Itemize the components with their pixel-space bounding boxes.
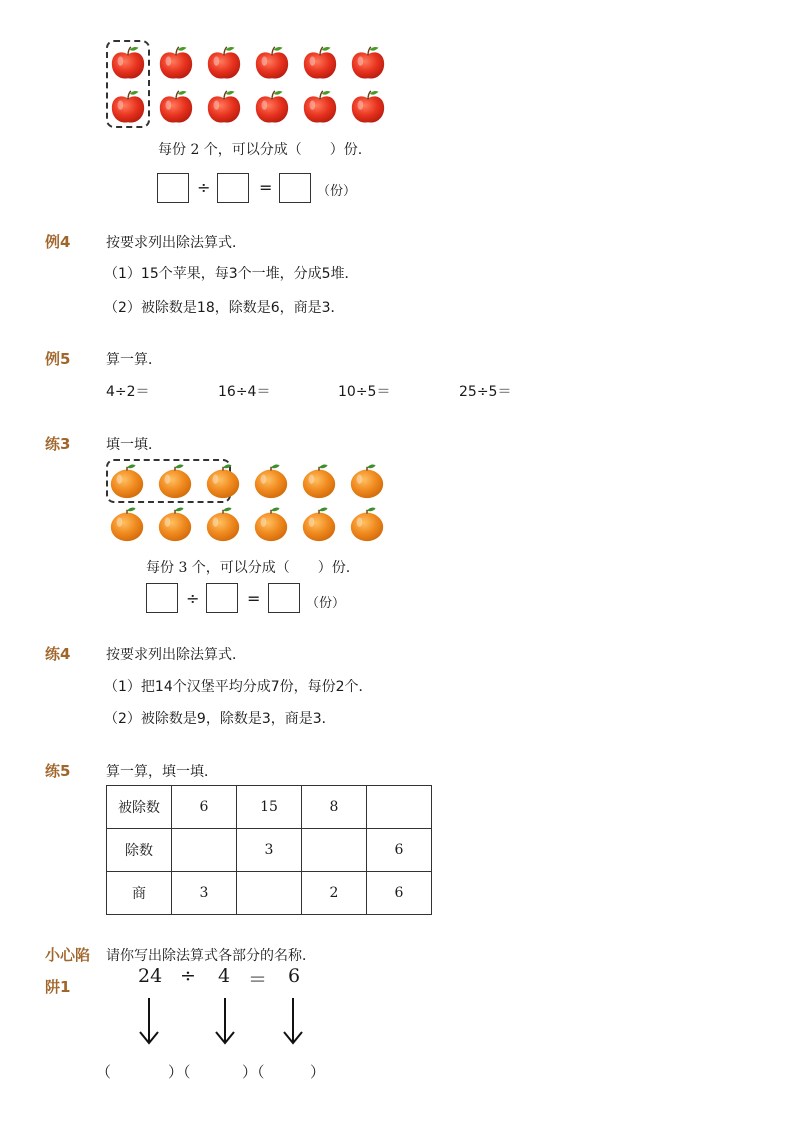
example4-tag: 例4 — [45, 233, 71, 251]
apple-icon — [253, 44, 291, 82]
example5-problem-2: 16÷4＝ — [218, 384, 271, 400]
apple-answer-box-quotient[interactable] — [279, 173, 311, 203]
orange-icon — [348, 462, 386, 500]
apple-icon — [253, 88, 291, 126]
orange-answer-box-quotient[interactable] — [268, 583, 300, 613]
example5-problem-4: 25÷5＝ — [459, 384, 512, 400]
trap1-title: 请你写出除法算式各部分的名称． — [106, 948, 316, 964]
practice3-title: 填一填． — [106, 437, 162, 453]
practice5-tag: 练5 — [45, 762, 71, 780]
apple-divide-sign: ÷ — [197, 178, 211, 197]
trap1-divide-sign: ÷ — [180, 965, 196, 987]
example5-problem-1: 4÷2＝ — [106, 384, 150, 400]
example5-title: 算一算． — [106, 352, 162, 368]
orange-icon — [204, 462, 242, 500]
orange-unit-label: （份） — [306, 596, 346, 611]
orange-sentence: 每份 3 个，可以分成（ ）份. — [146, 560, 351, 576]
orange-icon — [252, 462, 290, 500]
apple-row-1 — [109, 44, 397, 82]
trap1-blank-open: （ — [96, 1063, 112, 1081]
trap1-blank-divisor-close[interactable]: ）（ — [242, 1063, 265, 1081]
orange-icon — [300, 462, 338, 500]
apple-icon — [205, 88, 243, 126]
apple-icon — [157, 44, 195, 82]
orange-icon — [348, 505, 386, 543]
table-cell-blank[interactable] — [302, 829, 367, 872]
trap1-dividend: 24 — [138, 965, 163, 987]
table-cell: 6 — [172, 786, 237, 829]
practice4-tag: 练4 — [45, 645, 71, 663]
trap1-tag-line2: 阱1 — [45, 978, 71, 996]
orange-row-1 — [108, 462, 396, 500]
example5-problem-3: 10÷5＝ — [338, 384, 391, 400]
apple-answer-box-dividend[interactable] — [157, 173, 189, 203]
trap1-blank-dividend-close[interactable]: ）（ — [168, 1063, 191, 1081]
table-cell-blank[interactable] — [237, 872, 302, 915]
example4-item2: （2）被除数是18，除数是6，商是3． — [104, 300, 345, 316]
apple-icon — [109, 88, 147, 126]
example5-tag: 例5 — [45, 350, 71, 368]
apple-unit-label: （份） — [317, 184, 357, 199]
table-cell: 15 — [237, 786, 302, 829]
trap1-blank-quotient-close[interactable]: ） — [310, 1063, 326, 1081]
example4-item1: （1）15个苹果，每3个一堆，分成5堆． — [104, 266, 359, 282]
table-row-divisor — [107, 829, 432, 872]
practice3-tag: 练3 — [45, 435, 71, 453]
orange-icon — [156, 462, 194, 500]
table-row-dividend — [107, 786, 432, 829]
orange-icon — [204, 505, 242, 543]
table-cell: 8 — [302, 786, 367, 829]
table-cell: 2 — [302, 872, 367, 915]
table-cell-blank[interactable] — [367, 786, 432, 829]
orange-icon — [108, 462, 146, 500]
orange-row-2 — [108, 505, 396, 543]
apple-icon — [157, 88, 195, 126]
orange-answer-box-dividend[interactable] — [146, 583, 178, 613]
table-cell: 被除数 — [107, 786, 172, 829]
apple-equals-sign: = — [259, 178, 273, 197]
trap1-tag-line1: 小心陷 — [45, 946, 91, 964]
trap1-divisor: 4 — [218, 965, 231, 987]
apple-sentence: 每份 2 个，可以分成（ ）份. — [158, 142, 363, 158]
table-cell: 6 — [367, 829, 432, 872]
orange-icon — [300, 505, 338, 543]
orange-answer-box-divisor[interactable] — [206, 583, 238, 613]
orange-equals-sign: = — [247, 589, 261, 608]
practice5-title: 算一算，填一填． — [106, 764, 218, 780]
apple-answer-box-divisor[interactable] — [217, 173, 249, 203]
practice4-title: 按要求列出除法算式． — [106, 647, 246, 663]
orange-icon — [108, 505, 146, 543]
apple-icon — [205, 44, 243, 82]
arrow-down-icon — [138, 998, 160, 1046]
table-row-quotient — [107, 872, 432, 915]
orange-icon — [156, 505, 194, 543]
example4-title: 按要求列出除法算式． — [106, 235, 246, 251]
apple-row-2 — [109, 88, 397, 126]
trap1-quotient: 6 — [288, 965, 301, 987]
table-cell: 商 — [107, 872, 172, 915]
table-cell: 除数 — [107, 829, 172, 872]
orange-divide-sign: ÷ — [186, 589, 200, 608]
apple-icon — [349, 88, 387, 126]
table-cell: 3 — [237, 829, 302, 872]
apple-icon — [109, 44, 147, 82]
arrow-down-icon — [282, 998, 304, 1046]
division-table — [106, 785, 432, 915]
practice4-item2: （2）被除数是9，除数是3，商是3． — [104, 711, 336, 727]
table-cell: 6 — [367, 872, 432, 915]
apple-icon — [301, 88, 339, 126]
trap1-equals-sign: ＝ — [248, 969, 268, 991]
orange-icon — [252, 505, 290, 543]
table-cell: 3 — [172, 872, 237, 915]
practice4-item1: （1）把14个汉堡平均分成7份，每份2个． — [104, 679, 373, 695]
arrow-down-icon — [214, 998, 236, 1046]
table-cell-blank[interactable] — [172, 829, 237, 872]
apple-icon — [349, 44, 387, 82]
apple-icon — [301, 44, 339, 82]
